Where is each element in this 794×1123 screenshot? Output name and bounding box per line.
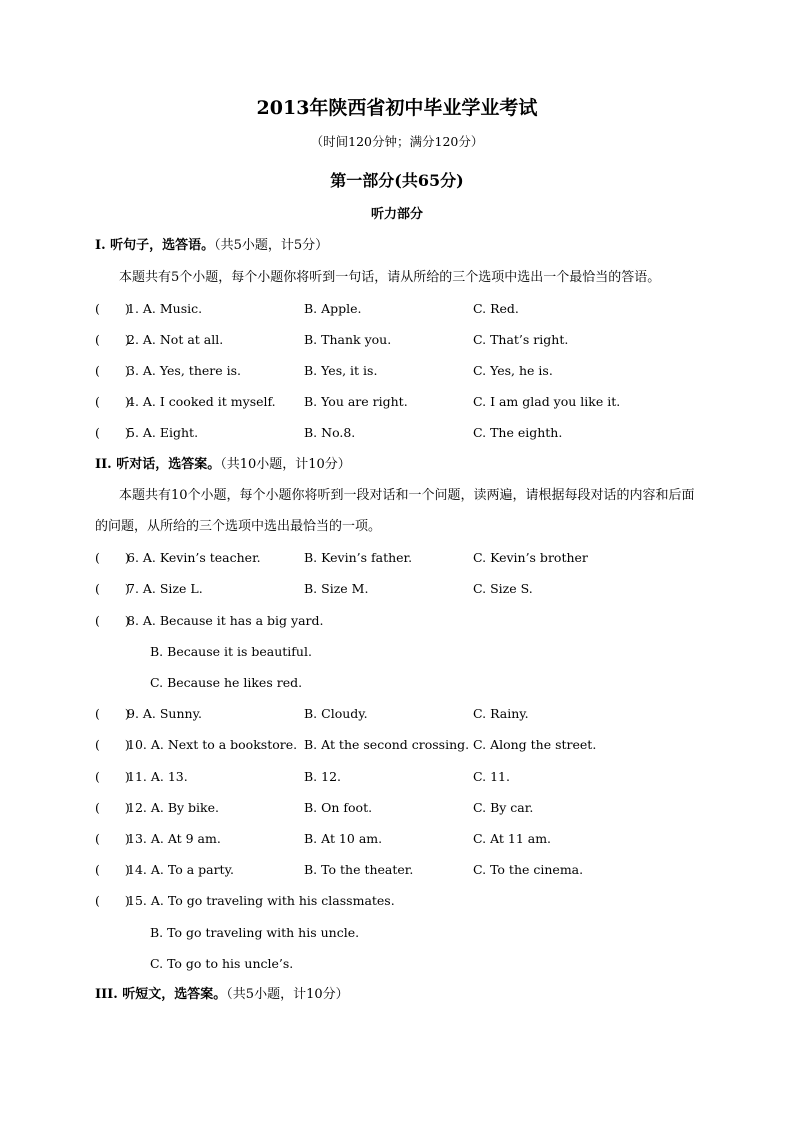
question-13 bbox=[95, 830, 715, 848]
option-c: C. To the cinema. bbox=[473, 862, 584, 877]
question-1 bbox=[95, 300, 715, 318]
option-b: B. 12. bbox=[304, 769, 342, 784]
section-1-title: I. 听句子，选答语。 bbox=[95, 238, 215, 253]
option-a: 7. A. Size L. bbox=[127, 581, 203, 596]
option-a: 2. A. Not at all. bbox=[127, 332, 224, 347]
option-c: C. Kevin’s brother bbox=[473, 550, 588, 565]
option-a: 9. A. Sunny. bbox=[127, 706, 202, 721]
section-1-instruction: 本题共有5个小题，每个小题你将听到一句话，请从所给的三个选项中选出一个最恰当的答语。 bbox=[119, 270, 661, 285]
option-b: B. Cloudy. bbox=[304, 706, 368, 721]
question-3 bbox=[95, 362, 715, 380]
question-2 bbox=[95, 331, 715, 349]
question-7 bbox=[95, 580, 715, 598]
option-a: 5. A. Eight. bbox=[127, 425, 199, 440]
option-a: 4. A. I cooked it myself. bbox=[127, 394, 276, 409]
answer-blank[interactable]: ( ) bbox=[95, 363, 130, 378]
question-15 bbox=[95, 892, 715, 910]
question-9 bbox=[95, 705, 715, 723]
section-3-heading bbox=[95, 986, 349, 1004]
section-2-score: （共10小题，计10分） bbox=[220, 457, 351, 472]
question-8-option-c: C. Because he likes red. bbox=[150, 675, 303, 690]
answer-blank[interactable]: ( ) bbox=[95, 581, 130, 596]
option-b: B. Thank you. bbox=[304, 332, 392, 347]
option-b: B. You are right. bbox=[304, 394, 408, 409]
option-a: 11. A. 13. bbox=[127, 769, 188, 784]
answer-blank[interactable]: ( ) bbox=[95, 394, 130, 409]
option-c: C. That’s right. bbox=[473, 332, 569, 347]
question-6 bbox=[95, 549, 715, 567]
question-8-option-b: B. Because it is beautiful. bbox=[150, 644, 312, 659]
option-b: B. At 10 am. bbox=[304, 831, 383, 846]
option-a: 8. A. Because it has a big yard. bbox=[127, 613, 324, 628]
option-b: B. No.8. bbox=[304, 425, 356, 440]
option-c: C. Size S. bbox=[473, 581, 533, 596]
option-a: 1. A. Music. bbox=[127, 301, 203, 316]
question-4 bbox=[95, 393, 715, 411]
option-b: B. Yes, it is. bbox=[304, 363, 378, 378]
option-b: B. On foot. bbox=[304, 800, 373, 815]
option-a: 6. A. Kevin’s teacher. bbox=[127, 550, 261, 565]
answer-blank[interactable]: ( ) bbox=[95, 425, 130, 440]
option-b: B. Kevin’s father. bbox=[304, 550, 413, 565]
question-12 bbox=[95, 799, 715, 817]
option-c: C. Along the street. bbox=[473, 737, 597, 752]
option-b: B. At the second crossing. bbox=[304, 737, 470, 752]
option-a: 13. A. At 9 am. bbox=[127, 831, 221, 846]
section-1-heading bbox=[95, 237, 328, 255]
section-2-instruction: 本题共有10个小题，每个小题你将听到一段对话和一个问题，读两遍，请根据每段对话的内容和后面的问题，从所给的三个选项中选出最恰当的一项。 bbox=[95, 488, 695, 534]
option-c: C. 11. bbox=[473, 769, 510, 784]
option-c: C. I am glad you like it. bbox=[473, 394, 621, 409]
answer-blank[interactable]: ( ) bbox=[95, 862, 130, 877]
section-1-score: （共5小题，计5分） bbox=[214, 238, 329, 253]
answer-blank[interactable]: ( ) bbox=[95, 301, 130, 316]
section-3-score: （共5小题，计10分） bbox=[226, 987, 349, 1002]
answer-blank[interactable]: ( ) bbox=[95, 332, 130, 347]
exam-subtitle: （时间120分钟；满分120分） bbox=[310, 134, 484, 149]
option-b: B. Apple. bbox=[304, 301, 362, 316]
answer-blank[interactable]: ( ) bbox=[95, 893, 130, 908]
option-b: B. To the theater. bbox=[304, 862, 414, 877]
section-2-heading bbox=[95, 456, 351, 474]
answer-blank[interactable]: ( ) bbox=[95, 550, 130, 565]
option-a: 10. A. Next to a bookstore. bbox=[127, 737, 298, 752]
question-10 bbox=[95, 736, 715, 754]
option-c: C. At 11 am. bbox=[473, 831, 552, 846]
option-a: 12. A. By bike. bbox=[127, 800, 219, 815]
option-a: 15. A. To go traveling with his classmates. bbox=[127, 893, 395, 908]
question-15-option-c: C. To go to his uncle’s. bbox=[150, 956, 294, 971]
answer-blank[interactable]: ( ) bbox=[95, 613, 130, 628]
option-c: C. Red. bbox=[473, 301, 519, 316]
answer-blank[interactable]: ( ) bbox=[95, 706, 130, 721]
option-c: C. Yes, he is. bbox=[473, 363, 553, 378]
answer-blank[interactable]: ( ) bbox=[95, 800, 130, 815]
option-c: C. The eighth. bbox=[473, 425, 563, 440]
question-15-option-b: B. To go traveling with his uncle. bbox=[150, 925, 360, 940]
question-8 bbox=[95, 612, 715, 630]
option-a: 14. A. To a party. bbox=[127, 862, 234, 877]
answer-blank[interactable]: ( ) bbox=[95, 769, 130, 784]
option-a: 3. A. Yes, there is. bbox=[127, 363, 242, 378]
answer-blank[interactable]: ( ) bbox=[95, 831, 130, 846]
question-14 bbox=[95, 861, 715, 879]
question-11 bbox=[95, 768, 715, 786]
part-heading: 第一部分(共65分) bbox=[330, 171, 464, 190]
option-c: C. By car. bbox=[473, 800, 534, 815]
section-3-title: III. 听短文，选答案。 bbox=[95, 987, 227, 1002]
answer-blank[interactable]: ( ) bbox=[95, 737, 130, 752]
exam-title: 2013年陕西省初中毕业学业考试 bbox=[256, 97, 538, 119]
section-2-title: II. 听对话，选答案。 bbox=[95, 457, 221, 472]
option-c: C. Rainy. bbox=[473, 706, 529, 721]
option-b: B. Size M. bbox=[304, 581, 369, 596]
question-5 bbox=[95, 424, 715, 442]
subpart-heading: 听力部分 bbox=[370, 207, 423, 222]
